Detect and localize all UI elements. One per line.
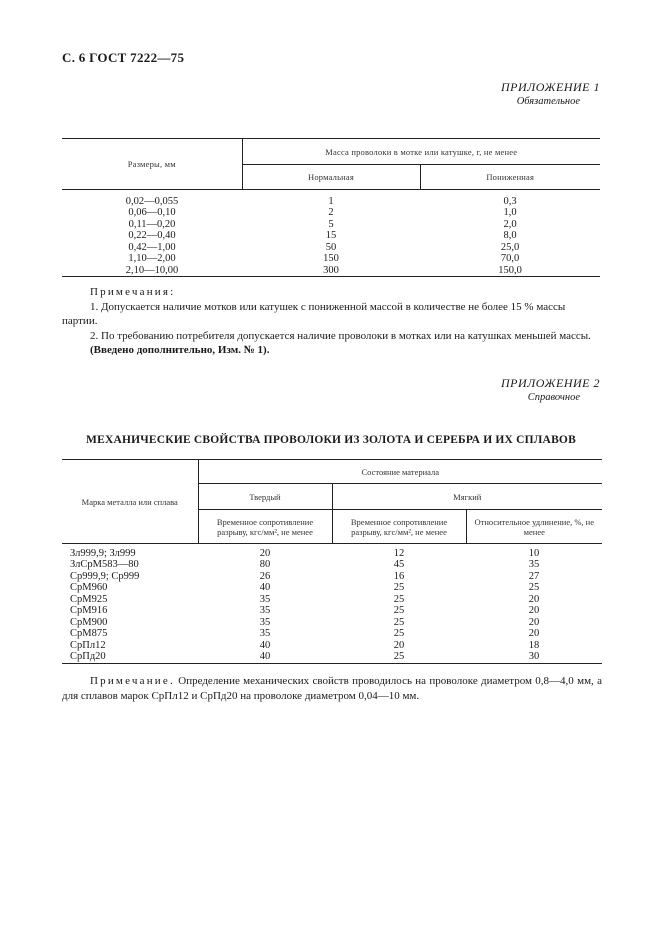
table-row	[62, 265, 600, 277]
col-header-soft-elongation: Относительное удлинение, %, не менее	[466, 510, 602, 544]
table-row	[62, 640, 602, 652]
notes-2-heading: Примечание.	[90, 675, 175, 687]
cell-soft-tensile: 25	[393, 616, 405, 628]
col-header-grade: Марка металла или сплава	[62, 460, 198, 544]
cell-normal: 50	[325, 241, 337, 253]
table-row	[62, 628, 602, 640]
notes-2-text: Определение механических свойств проводилось на проволоке диаметром 0,8—4,0 мм, а для сплавов марок СрПл12 и СрПд20 на проволоке диаметром 0,04—10 мм.	[62, 675, 603, 702]
cell-size: 2,10—10,00	[125, 264, 179, 276]
note-1-text: 1. Допускается наличие мотков или катушек с пониженной массой в количестве не более 15 % массы	[90, 300, 566, 313]
cell-soft-elongation: 27	[528, 570, 540, 582]
cell-soft-elongation: 20	[528, 605, 540, 616]
cell-soft-tensile: 25	[393, 651, 405, 662]
cell-soft-tensile: 25	[393, 628, 405, 639]
cell-grade: СрПл12	[70, 639, 106, 651]
appendix-1-title: ПРИЛОЖЕНИЕ 1	[501, 80, 600, 94]
cell-reduced: 0,3	[503, 195, 517, 207]
cell-grade: Ср999,9; Ср999	[70, 570, 140, 582]
notes-1-heading: Примечания:	[90, 286, 176, 298]
appendix-2-title: ПРИЛОЖЕНИЕ 2	[501, 376, 600, 390]
cell-normal: 150	[323, 253, 339, 264]
cell-soft-elongation: 20	[528, 628, 540, 639]
note-1-continuation: партии.	[62, 315, 98, 327]
notes-block-2	[62, 674, 602, 703]
cell-soft-elongation: 18	[528, 639, 540, 651]
cell-soft-elongation: 20	[528, 616, 540, 628]
cell-soft-tensile: 45	[393, 559, 405, 570]
table-row	[62, 594, 602, 606]
cell-soft-tensile: 25	[393, 593, 405, 605]
cell-hard-tensile: 35	[259, 605, 271, 616]
cell-soft-elongation: 20	[528, 593, 540, 605]
note-2-text: 2. По требованию потребителя допускается наличие проволоки в мотках или на катушках меньшей массы.	[90, 329, 591, 342]
table-row	[62, 651, 602, 663]
cell-soft-tensile: 20	[393, 639, 405, 651]
cell-grade: Зл999,9; Зл999	[70, 547, 136, 559]
cell-hard-tensile: 40	[259, 639, 271, 651]
cell-normal: 1	[328, 195, 334, 207]
table-row	[62, 219, 600, 231]
cell-hard-tensile: 35	[259, 593, 271, 605]
cell-soft-elongation: 30	[528, 651, 540, 662]
cell-reduced: 2,0	[503, 218, 517, 230]
cell-size: 0,06—0,10	[128, 207, 176, 218]
wire-mass-table	[62, 138, 600, 277]
cell-grade: СрМ960	[70, 582, 108, 593]
table-row	[62, 230, 600, 242]
table-row	[62, 207, 600, 219]
table-row	[62, 242, 600, 254]
col-header-hard: Твердый	[198, 484, 332, 510]
cell-reduced: 1,0	[503, 207, 517, 218]
table-row	[62, 196, 600, 208]
cell-hard-tensile: 26	[259, 570, 271, 582]
cell-normal: 300	[323, 264, 339, 276]
cell-hard-tensile: 35	[259, 628, 271, 639]
cell-hard-tensile: 80	[259, 559, 271, 570]
cell-soft-elongation: 35	[528, 559, 540, 570]
mechanical-properties-table	[62, 459, 602, 664]
section-title: МЕХАНИЧЕСКИЕ СВОЙСТВА ПРОВОЛОКИ ИЗ ЗОЛОТА И СЕРЕБРА И ИХ СПЛАВОВ	[86, 434, 576, 446]
cell-soft-tensile: 16	[393, 570, 405, 582]
appendix-2-label	[501, 376, 600, 403]
notes-block-1	[62, 285, 602, 358]
cell-grade: ЗлСрМ583—80	[70, 559, 139, 570]
table-row	[62, 548, 602, 560]
table-row	[62, 559, 602, 571]
cell-hard-tensile: 40	[259, 651, 271, 662]
cell-hard-tensile: 35	[259, 616, 271, 628]
cell-reduced: 8,0	[503, 230, 517, 241]
cell-grade: СрМ916	[70, 605, 108, 616]
cell-size: 0,11—0,20	[128, 218, 176, 230]
col-header-mass: Масса проволоки в мотке или катушке, г, не менее	[242, 139, 600, 165]
cell-grade: СрМ900	[70, 616, 108, 628]
cell-grade: СрМ925	[70, 593, 108, 605]
cell-size: 1,10—2,00	[128, 253, 176, 264]
cell-hard-tensile: 20	[259, 547, 271, 559]
page-header: С. 6 ГОСТ 7222—75	[62, 50, 185, 65]
cell-hard-tensile: 40	[259, 582, 271, 593]
cell-grade: СрМ875	[70, 628, 108, 639]
col-header-state: Состояние материала	[198, 460, 602, 484]
cell-normal: 2	[328, 207, 334, 218]
col-header-soft-tensile: Временное сопротивление разрыву, кгс/мм², не менее	[332, 510, 466, 544]
table-row	[62, 617, 602, 629]
appendix-1-subtitle: Обязательное	[516, 96, 580, 107]
col-header-hard-tensile: Временное сопротивление разрыву, кгс/мм², не менее	[198, 510, 332, 544]
cell-size: 0,42—1,00	[128, 241, 176, 253]
col-header-size: Размеры, мм	[62, 139, 242, 190]
cell-size: 0,22—0,40	[128, 230, 176, 241]
cell-reduced: 150,0	[498, 264, 522, 276]
cell-normal: 5	[328, 218, 334, 230]
col-header-soft: Мягкий	[332, 484, 602, 510]
cell-grade: СрПд20	[70, 651, 106, 662]
table-row	[62, 605, 602, 617]
table-row	[62, 571, 602, 583]
cell-reduced: 25,0	[500, 241, 520, 253]
cell-soft-tensile: 25	[393, 582, 405, 593]
col-header-reduced: Пониженная	[420, 165, 600, 190]
cell-soft-elongation: 25	[528, 582, 540, 593]
cell-soft-tensile: 12	[393, 547, 405, 559]
appendix-2-subtitle: Справочное	[527, 392, 580, 403]
appendix-1-label	[501, 80, 600, 107]
cell-reduced: 70,0	[500, 253, 520, 264]
cell-size: 0,02—0,055	[125, 195, 179, 207]
cell-soft-elongation: 10	[528, 547, 540, 559]
table-row	[62, 582, 602, 594]
cell-soft-tensile: 25	[393, 605, 405, 616]
table-row	[62, 253, 600, 265]
amendment-note: (Введено дополнительно, Изм. № 1).	[90, 344, 270, 356]
col-header-normal: Нормальная	[242, 165, 420, 190]
cell-normal: 15	[325, 230, 337, 241]
